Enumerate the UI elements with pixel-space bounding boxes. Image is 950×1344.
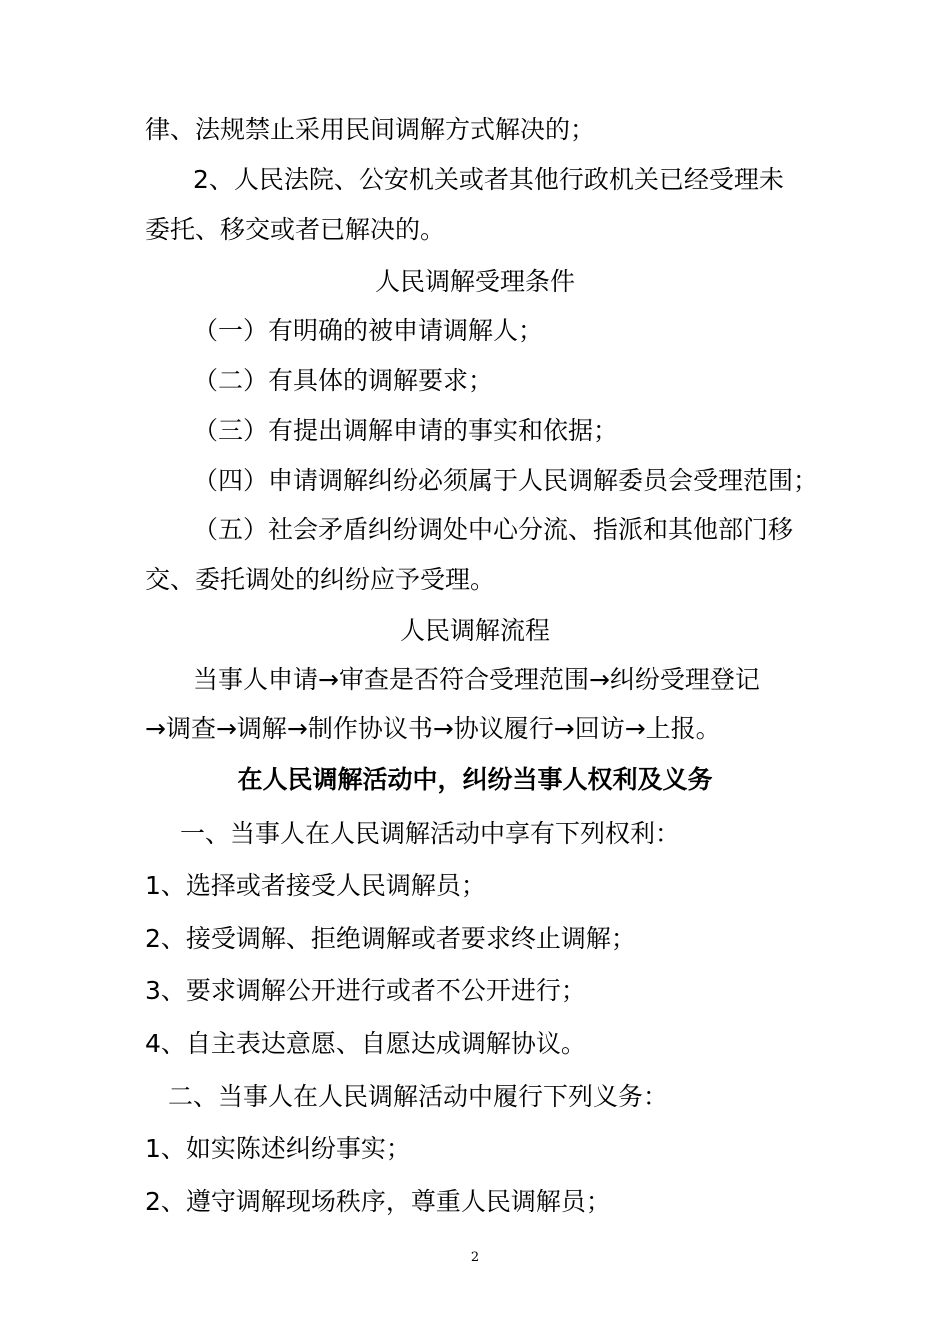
section-heading: 人民调解流程 xyxy=(399,616,550,645)
body-text-line: 律、法规禁止采用民间调解方式解决的； xyxy=(145,115,596,144)
list-item: （五）社会矛盾纠纷调处中心分流、指派和其他部门移 xyxy=(193,515,794,544)
list-item: （二）有具体的调解要求； xyxy=(193,366,494,395)
list-item: （一）有明确的被申请调解人； xyxy=(193,316,544,345)
page-number: 2 xyxy=(470,1250,480,1265)
list-item: （三）有提出调解申请的事实和依据； xyxy=(193,416,619,445)
body-text-line: 2、人民法院、公安机关或者其他行政机关已经受理未 xyxy=(193,165,784,194)
list-item: 3、要求调解公开进行或者不公开进行； xyxy=(145,976,586,1005)
list-item: （四）申请调解纠纷必须属于人民调解委员会受理范围； xyxy=(193,466,819,495)
body-text-line: 当事人申请→审查是否符合受理范围→纠纷受理登记 xyxy=(193,665,760,694)
list-item: 1、如实陈述纠纷事实； xyxy=(145,1134,411,1163)
body-text-line: 交、委托调处的纠纷应予受理。 xyxy=(145,565,496,594)
list-item: 1、选择或者接受人民调解员； xyxy=(145,871,486,900)
subsection-heading: 一、当事人在人民调解活动中享有下列权利： xyxy=(180,819,681,848)
section-heading: 人民调解受理条件 xyxy=(374,267,575,296)
body-text-line: →调查→调解→制作协议书→协议履行→回访→上报。 xyxy=(145,714,721,743)
list-item: 2、遵守调解现场秩序，尊重人民调解员； xyxy=(145,1187,611,1216)
subsection-heading: 二、当事人在人民调解活动中履行下列义务： xyxy=(168,1082,669,1111)
list-item: 4、自主表达意愿、自愿达成调解协议。 xyxy=(145,1029,586,1058)
section-heading-bold: 在人民调解活动中，纠纷当事人权利及义务 xyxy=(237,765,713,794)
body-text-line: 委托、移交或者已解决的。 xyxy=(145,215,446,244)
list-item: 2、接受调解、拒绝调解或者要求终止调解； xyxy=(145,924,636,953)
